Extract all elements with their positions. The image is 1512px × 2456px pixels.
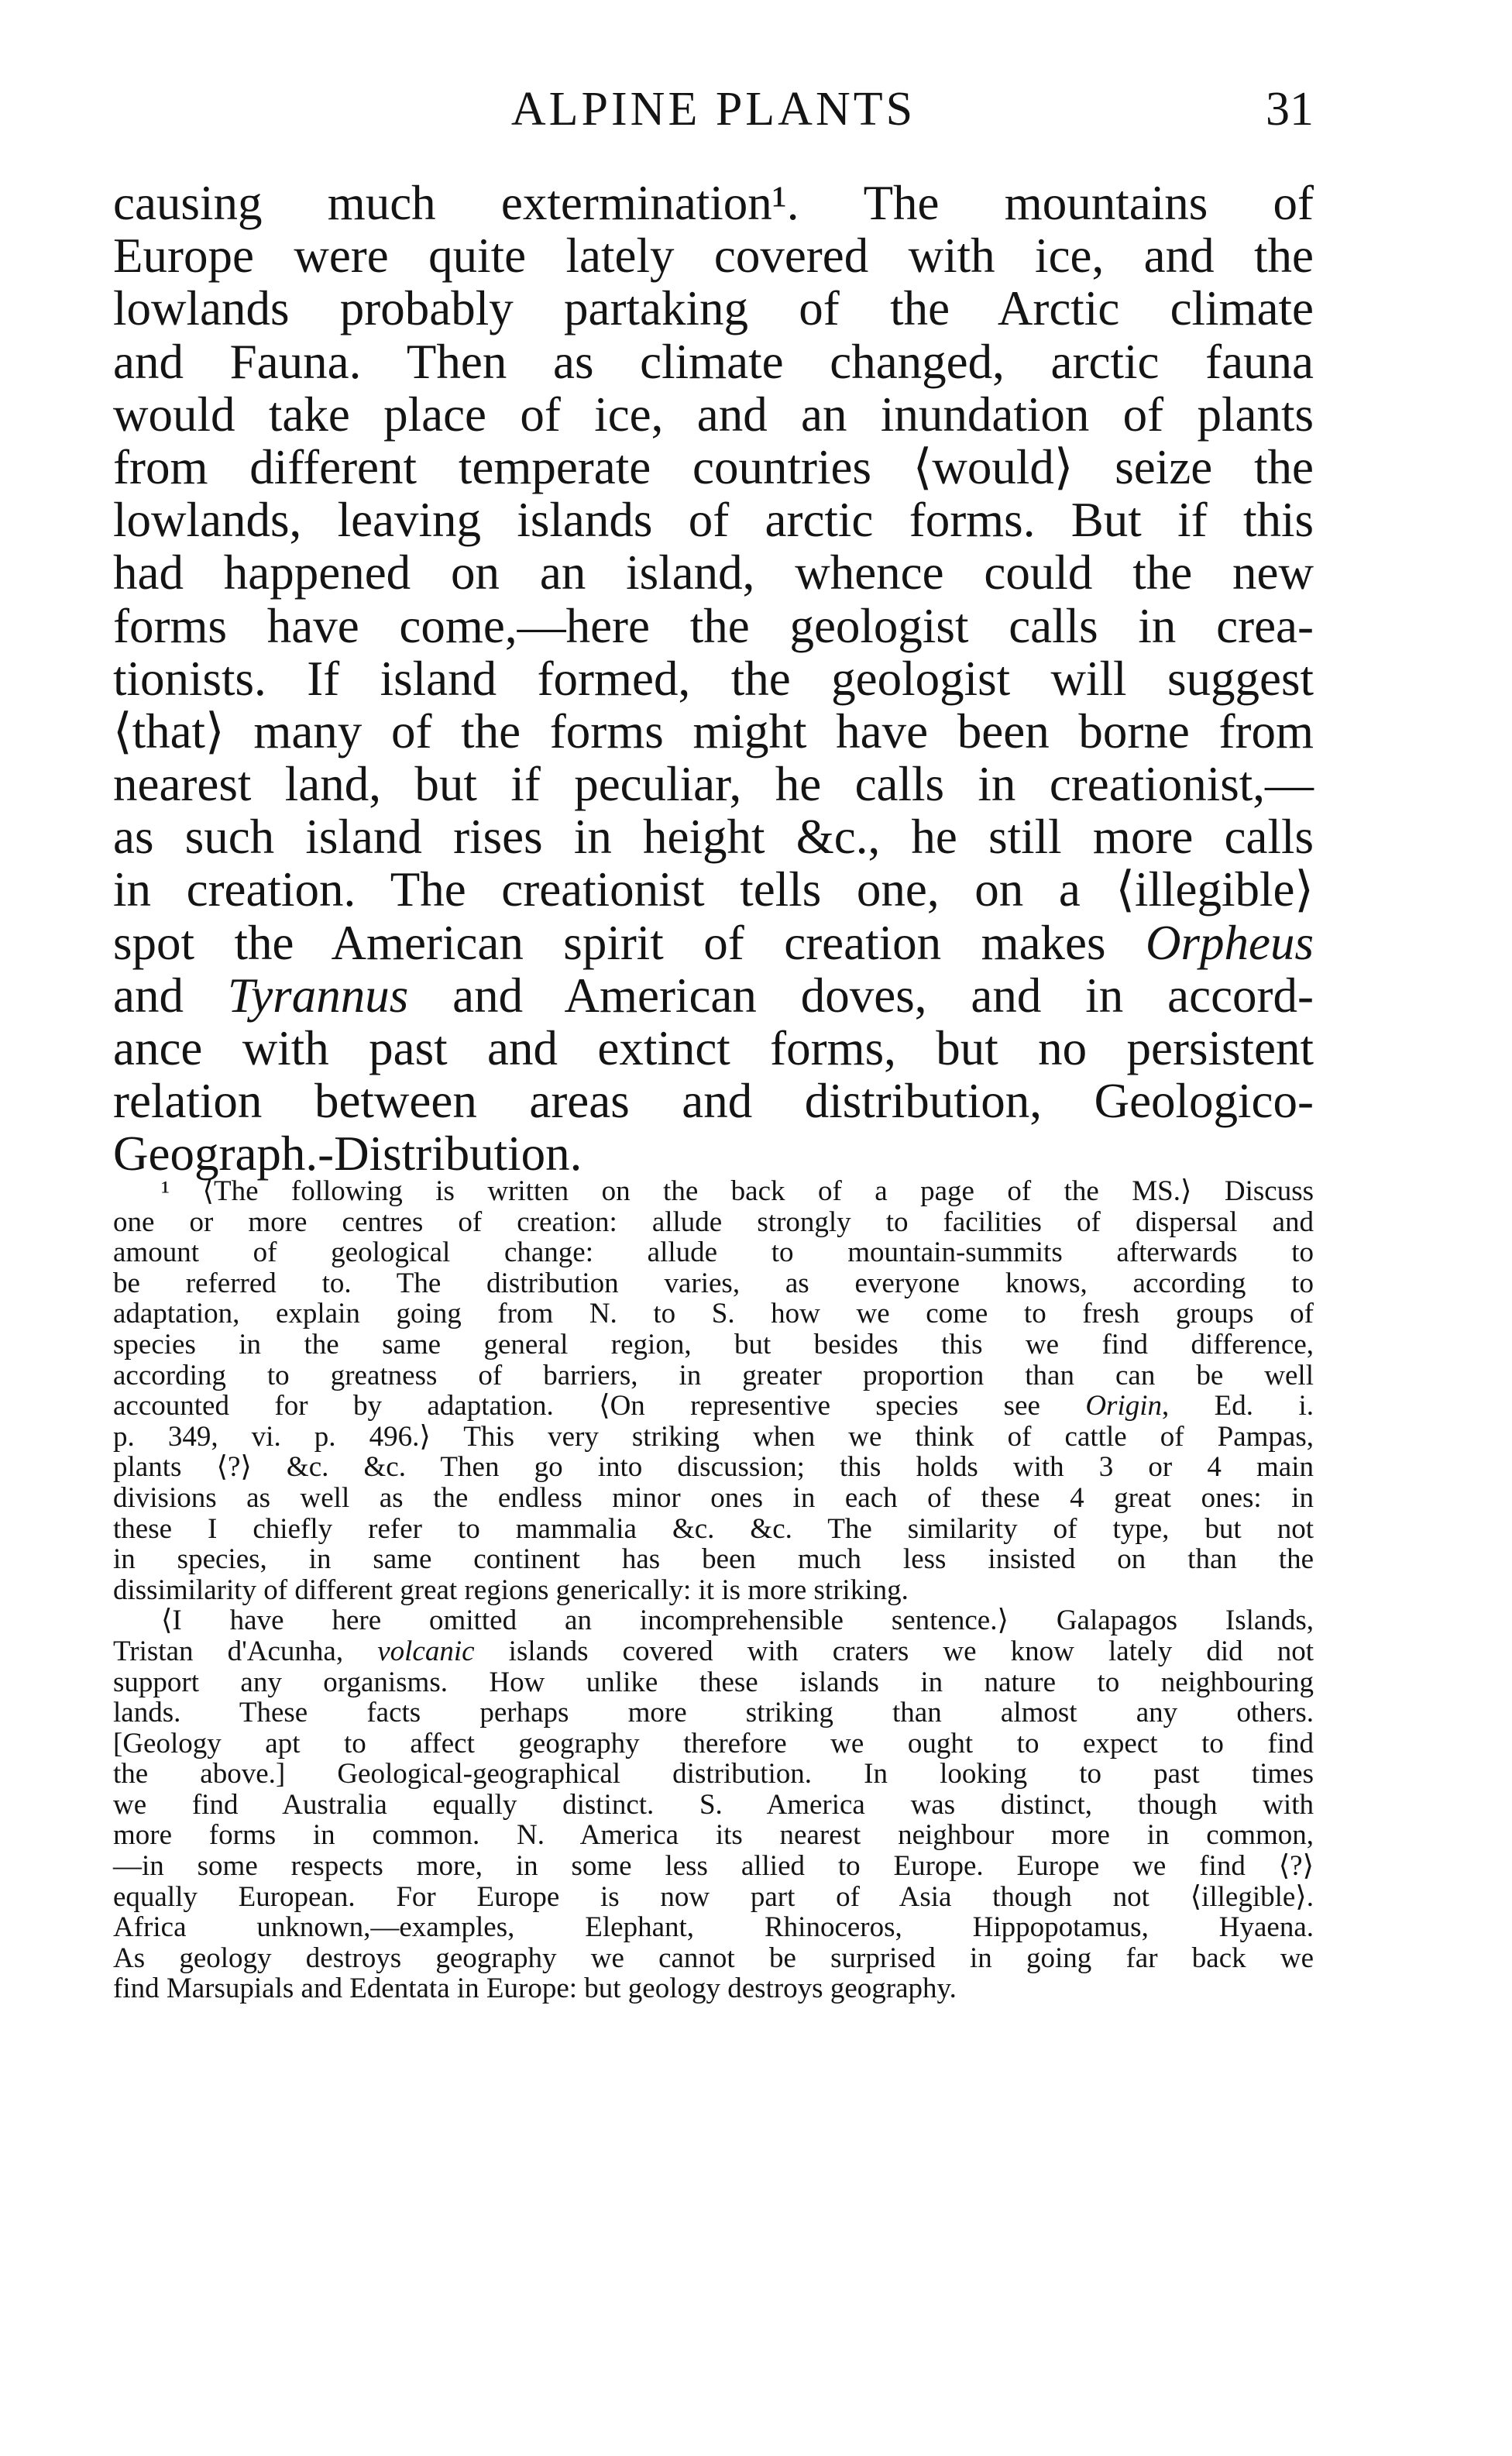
footnote-line: As geology destroys geography we cannot be surprised in going far back we xyxy=(113,1942,1314,1974)
main-text-segment: spot the American spirit of creation makes xyxy=(113,915,1146,970)
italic-genus-orpheus: Orpheus xyxy=(1146,915,1314,970)
italic-title-origin: Origin xyxy=(1085,1390,1163,1422)
main-text-line: and Fauna. Then as climate changed, arctic fauna xyxy=(113,334,1314,389)
footnote xyxy=(113,1176,1314,2004)
footnote-line: adaptation, explain going from N. to S. how we come to fresh groups of xyxy=(113,1298,1314,1330)
footnote-line: according to greatness of barriers, in greater proportion than can be well xyxy=(113,1359,1314,1391)
main-text-line: forms have come,—here the geologist calls in crea- xyxy=(113,598,1314,653)
footnote-line: be referred to. The distribution varies, as everyone knows, according to xyxy=(113,1267,1314,1299)
main-text-line: had happened on an island, whence could the new xyxy=(113,545,1314,600)
footnote-line: one or more centres of creation: allude strongly to facilities of dispersal and xyxy=(113,1206,1314,1238)
footnote-line: we find Australia equally distinct. S. America was distinct, though with xyxy=(113,1788,1314,1821)
footnote-line: the above.] Geological-geographical distribution. In looking to past times xyxy=(113,1758,1314,1790)
main-text-line xyxy=(113,917,1314,969)
main-text-line: Europe were quite lately covered with ice, and the xyxy=(113,229,1314,284)
footnote-line: in species, in same continent has been much less insisted on than the xyxy=(113,1543,1314,1576)
footnote-segment: accounted for by adaptation. ⟨On representive species see xyxy=(113,1390,1086,1422)
footnote-line: amount of geological change: allude to mountain-summits afterwards to xyxy=(113,1237,1314,1269)
main-text-segment: and American doves, and in accord- xyxy=(408,968,1314,1023)
footnote-line: find Marsupials and Edentata in Europe: but geology destroys geography. xyxy=(113,1973,957,2005)
main-text-line: ⟨that⟩ many of the forms might have been borne from xyxy=(113,703,1314,758)
running-head xyxy=(113,74,1314,144)
footnote-line: ¹ ⟨The following is written on the back of a page of the MS.⟩ Discuss xyxy=(161,1175,1314,1207)
footnote-line: these I chiefly refer to mammalia &c. &c. The similarity of type, but not xyxy=(113,1512,1314,1545)
main-text xyxy=(113,177,1314,1181)
main-text-line: lowlands, leaving islands of arctic forms. But if this xyxy=(113,493,1314,548)
footnote-line: p. 349, vi. p. 496.⟩ This very striking when we think of cattle of Pampas, xyxy=(113,1420,1314,1453)
footnote-line: lands. These facts perhaps more striking than almost any others. xyxy=(113,1697,1314,1729)
main-text-line: as such island rises in height &c., he still more calls xyxy=(113,810,1314,865)
main-text-line: ance with past and extinct forms, but no persistent xyxy=(113,1021,1314,1075)
main-text-line: lowlands probably partaking of the Arctic climate xyxy=(113,281,1314,336)
footnote-segment: Tristan d'Acunha, xyxy=(113,1635,378,1667)
footnote-line xyxy=(113,1636,1314,1667)
italic-genus-tyrannus: Tyrannus xyxy=(227,968,409,1023)
main-text-segment: and xyxy=(113,968,228,1023)
footnote-line: species in the same general region, but besides this we find difference, xyxy=(113,1328,1314,1360)
footnote-segment: , Ed. i. xyxy=(1162,1390,1314,1422)
main-text-line: from different temperate countries ⟨would⟩ seize the xyxy=(113,439,1314,494)
footnote-line: ⟨I have here omitted an incomprehensible sentence.⟩ Galapagos Islands, xyxy=(161,1605,1314,1637)
main-text-line: would take place of ice, and an inundation of plants xyxy=(113,387,1314,442)
main-text-line: nearest land, but if peculiar, he calls in creationist,— xyxy=(113,757,1314,812)
footnote-line: plants ⟨?⟩ &c. &c. Then go into discussion; this holds with 3 or 4 main xyxy=(113,1451,1314,1484)
footnote-line: —in some respects more, in some less allied to Europe. Europe we find ⟨?⟩ xyxy=(113,1850,1314,1883)
footnote-segment: islands covered with craters we know lately did not xyxy=(474,1635,1314,1667)
main-text-line: in creation. The creationist tells one, on a ⟨illegible⟩ xyxy=(113,862,1314,917)
italic-word-volcanic: volcanic xyxy=(377,1635,475,1667)
footnote-line: Africa unknown,—examples, Elephant, Rhinoceros, Hippopotamus, Hyaena. xyxy=(113,1911,1314,1944)
running-title: ALPINE PLANTS xyxy=(510,83,916,136)
main-text-line: relation between areas and distribution, Geologico- xyxy=(113,1074,1314,1129)
footnote-line: dissimilarity of different great regions generically: it is more striking. xyxy=(113,1574,909,1606)
footnote-line: [Geology apt to affect geography therefore we ought to expect to find xyxy=(113,1727,1314,1759)
footnote-line: divisions as well as the endless minor ones in each of these 4 great ones: in xyxy=(113,1481,1314,1514)
page-number: 31 xyxy=(1266,83,1314,136)
main-text-line: Geograph.-Distribution. xyxy=(113,1127,582,1182)
footnote-line: more forms in common. N. America its nearest neighbour more in common, xyxy=(113,1819,1314,1852)
footnote-line xyxy=(113,1391,1314,1422)
footnote-line: support any organisms. How unlike these islands in nature to neighbouring xyxy=(113,1666,1314,1698)
main-text-line: causing much extermination¹. The mountains of xyxy=(113,176,1314,230)
main-text-line xyxy=(113,969,1314,1022)
main-text-line: tionists. If island formed, the geologist will suggest xyxy=(113,651,1314,706)
footnote-line: equally European. For Europe is now part of Asia though not ⟨illegible⟩. xyxy=(113,1880,1314,1913)
